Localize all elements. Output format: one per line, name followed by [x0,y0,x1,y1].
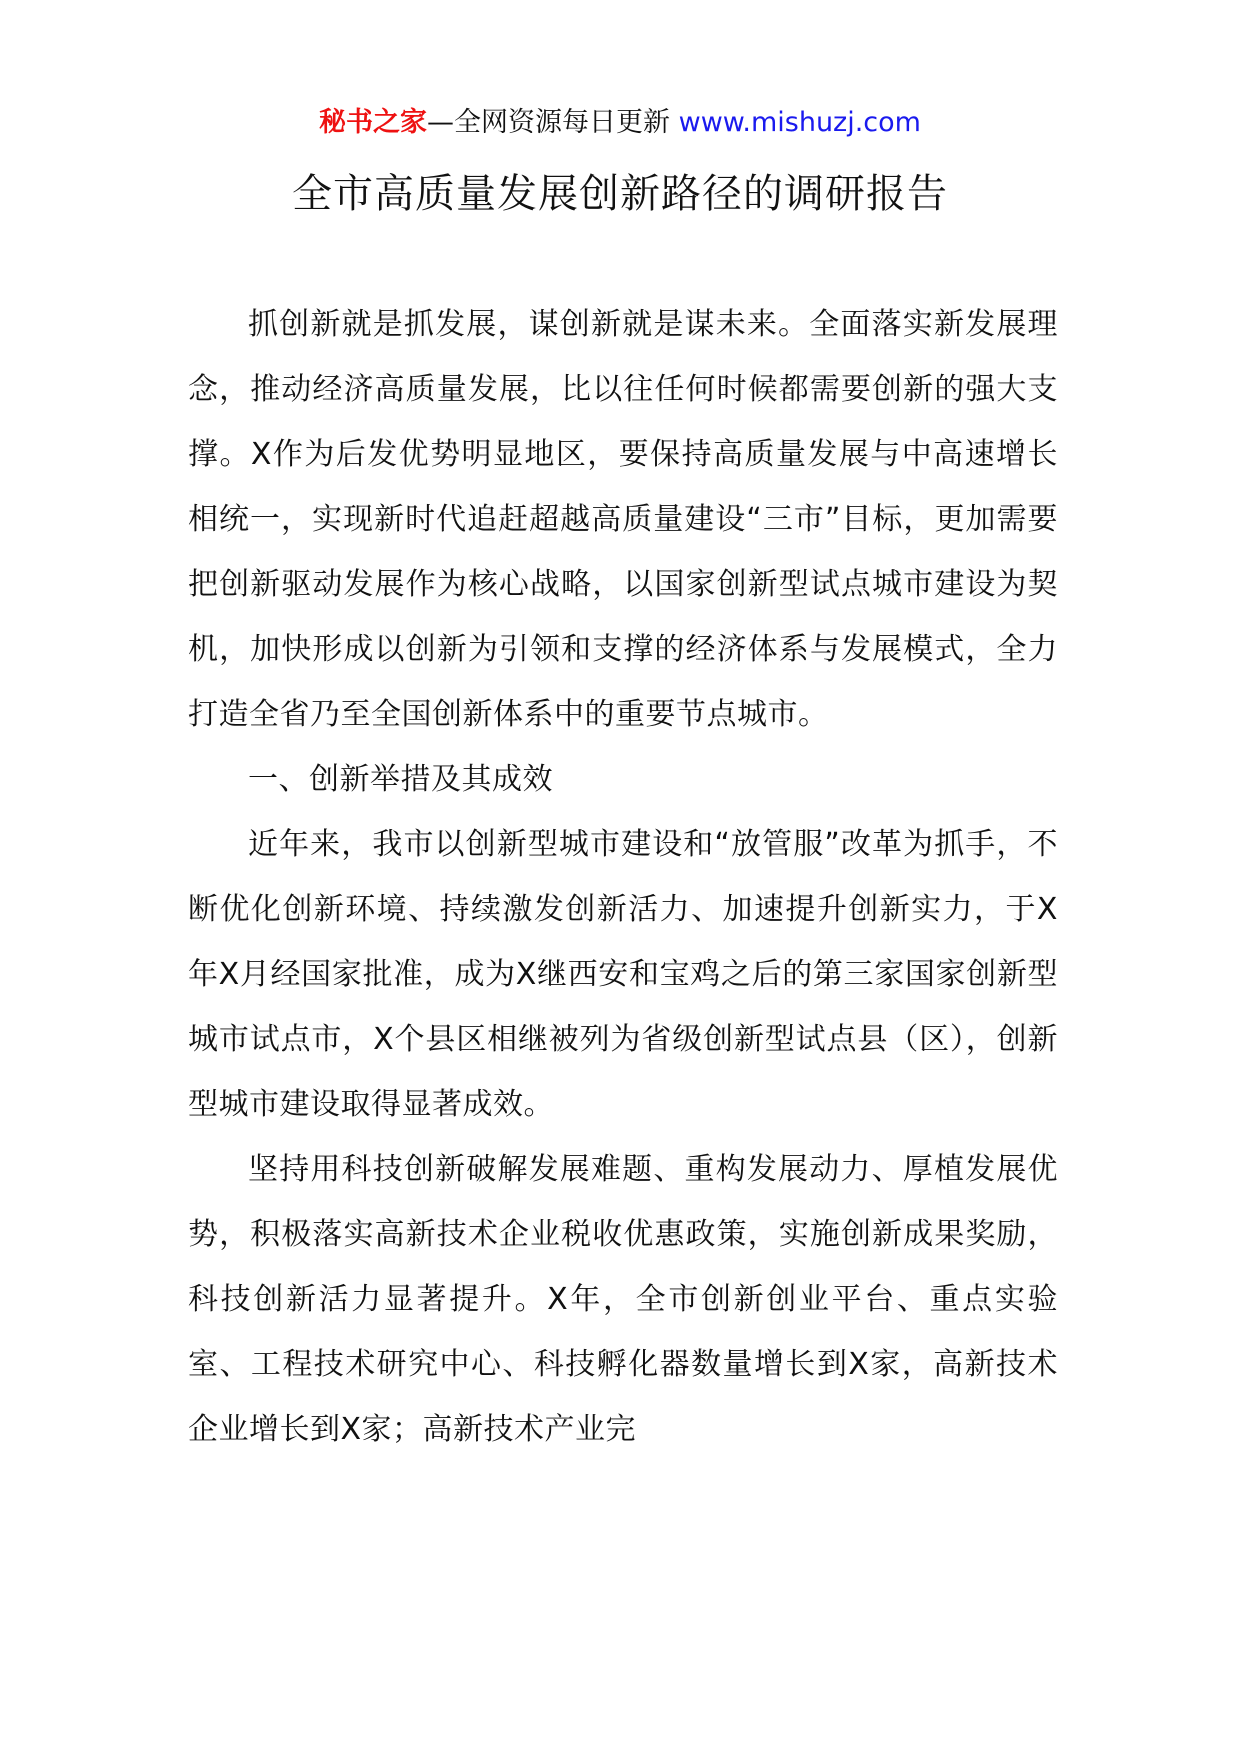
paragraph-tech-innovation: 坚持用科技创新破解发展难题、重构发展动力、厚植发展优势，积极落实高新技术企业税收优惠政策，实施创新成果奖励，科技创新活力显著提升。X年，全市创新创业平台、重点实验室、工程技术研究中心、科技孵化器数量增长到X家，高新技术企业增长到X家；高新技术产业完 [188,1152,1058,1447]
brand-name: 秘书之家 [319,107,428,138]
banner-tagline: —全网资源每日更新 [427,107,671,138]
page-title: 全市高质量发展创新路径的调研报告 [292,171,948,217]
section-heading: 一、创新举措及其成效 [248,762,553,797]
site-url-link[interactable]: www.mishuzj.com [678,107,921,138]
paragraph-measures: 近年来，我市以创新型城市建设和“放管服”改革为抓手，不断优化创新环境、持续激发创新活力、加速提升创新实力，于X年X月经国家批准，成为X继西安和宝鸡之后的第三家国家创新型城市试点市，X个县区相继被列为省级创新型试点县（区），创新型城市建设取得显著成效。 [188,827,1058,1122]
document-body [188,292,1058,1462]
paragraph-intro: 抓创新就是抓发展，谋创新就是谋未来。全面落实新发展理念，推动经济高质量发展，比以往任何时候都需要创新的强大支撑。X作为后发优势明显地区，要保持高质量发展与中高速增长相统一，实现新时代追赶超越高质量建设“三市”目标，更加需要把创新驱动发展作为核心战略，以国家创新型试点城市建设为契机，加快形成以创新为引领和支撑的经济体系与发展模式，全力打造全省乃至全国创新体系中的重要节点城市。 [188,307,1058,732]
site-banner [0,103,1240,143]
